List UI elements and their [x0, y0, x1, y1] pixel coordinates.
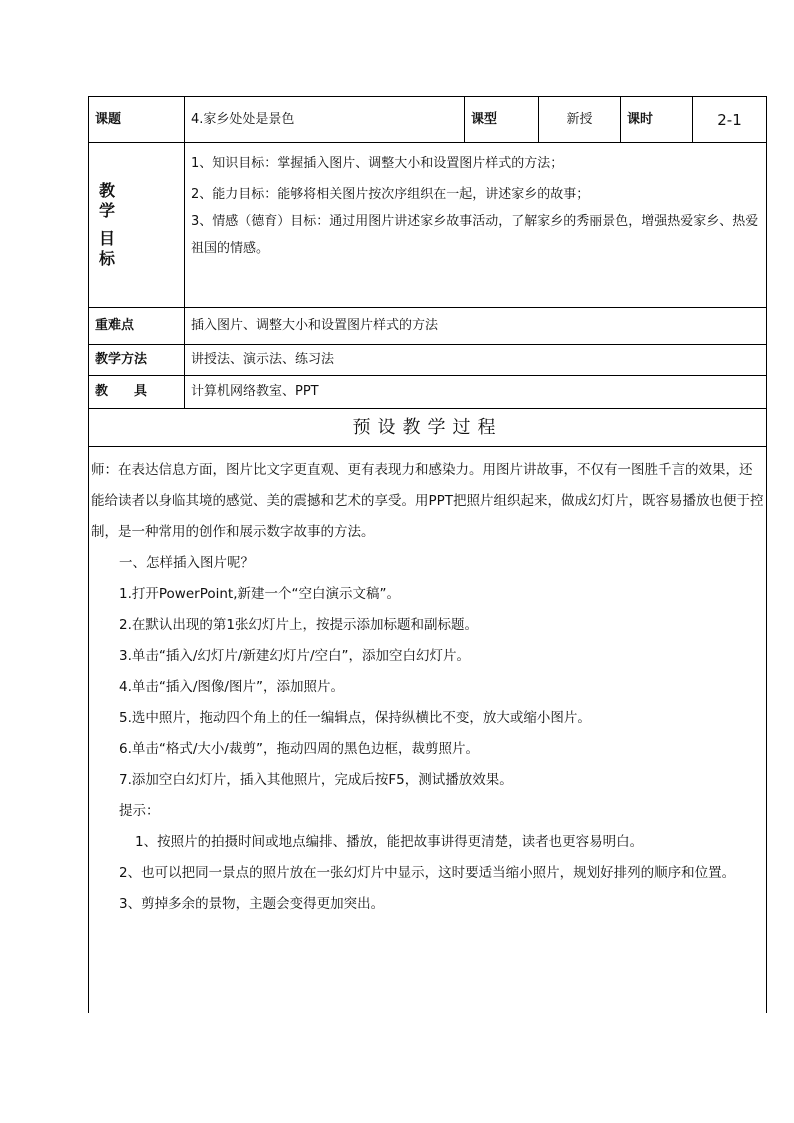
period-value: 2-1	[693, 97, 767, 143]
tools-value: 计算机网络教室、PPT	[185, 376, 767, 409]
tip-2: 2、也可以把同一景点的照片放在一张幻灯片中显示，这时要适当缩小照片，规划好排列的顺序和位置。	[119, 865, 736, 881]
objectives-content	[185, 143, 767, 308]
objective-2: 2、能力目标：能够将相关图片按次序组织在一起，讲述家乡的故事；	[191, 187, 590, 202]
header-row	[89, 97, 767, 143]
objectives-label-line1: 教学	[99, 181, 142, 220]
type-value: 新授	[539, 97, 621, 143]
step-6: 6.单击“格式/大小/裁剪”，拖动四周的黑色边框，裁剪照片。	[119, 741, 479, 757]
objective-1: 1、知识目标：掌握插入图片、调整大小和设置图片样式的方法；	[191, 156, 564, 171]
topic-label: 课题	[89, 97, 185, 143]
process-title-row	[89, 409, 767, 447]
process-intro: 师：在表达信息方面，图片比文字更直观、更有表现力和感染力。用图片讲故事，不仅有一图胜千言的效果，还能给读者以身临其境的感觉、美的震撼和艺术的享受。用PPT把照片组织起来，做成幻灯片，既容易播放也便于控制，是一种常用的创作和展示数字故事的方法。	[91, 462, 764, 540]
key-points-row	[89, 308, 767, 345]
process-row	[89, 447, 767, 1013]
methods-row	[89, 345, 767, 376]
objectives-label	[89, 143, 185, 308]
key-points-value: 插入图片、调整大小和设置图片样式的方法	[185, 308, 767, 345]
objective-3: 3、情感（德育）目标：通过用图片讲述家乡故事活动，了解家乡的秀丽景色，增强热爱家乡、热爱祖国的情感。	[191, 214, 759, 256]
objectives-label-line2: 目标	[99, 229, 142, 268]
process-content	[89, 447, 767, 1013]
key-points-label: 重难点	[89, 308, 185, 345]
period-label: 课时	[621, 97, 693, 143]
lesson-plan-table	[88, 96, 767, 1013]
tip-label: 提示：	[119, 803, 160, 819]
methods-value: 讲授法、演示法、练习法	[185, 345, 767, 376]
process-section-heading: 一、怎样插入图片呢？	[119, 555, 254, 571]
topic-value: 4.家乡处处是景色	[185, 97, 465, 143]
step-1: 1.打开PowerPoint,新建一个“空白演示文稿”。	[119, 586, 400, 602]
step-5: 5.选中照片，拖动四个角上的任一编辑点，保持纵横比不变，放大或缩小图片。	[119, 710, 591, 726]
step-4: 4.单击“插入/图像/图片”，添加照片。	[119, 679, 344, 695]
tip-1: 1、按照片的拍摄时间或地点编排、播放，能把故事讲得更清楚，读者也更容易明白。	[135, 834, 644, 850]
tools-label: 教具	[89, 376, 185, 409]
tools-row	[89, 376, 767, 409]
step-7: 7.添加空白幻灯片，插入其他照片，完成后按F5，测试播放效果。	[119, 772, 513, 788]
process-title: 预设教学过程	[89, 409, 767, 447]
step-2: 2.在默认出现的第1张幻灯片上，按提示添加标题和副标题。	[119, 617, 478, 633]
methods-label: 教学方法	[89, 345, 185, 376]
tip-3: 3、剪掉多余的景物，主题会变得更加突出。	[119, 896, 385, 912]
step-3: 3.单击“插入/幻灯片/新建幻灯片/空白”，添加空白幻灯片。	[119, 648, 471, 664]
type-label: 课型	[465, 97, 539, 143]
objectives-row	[89, 143, 767, 308]
